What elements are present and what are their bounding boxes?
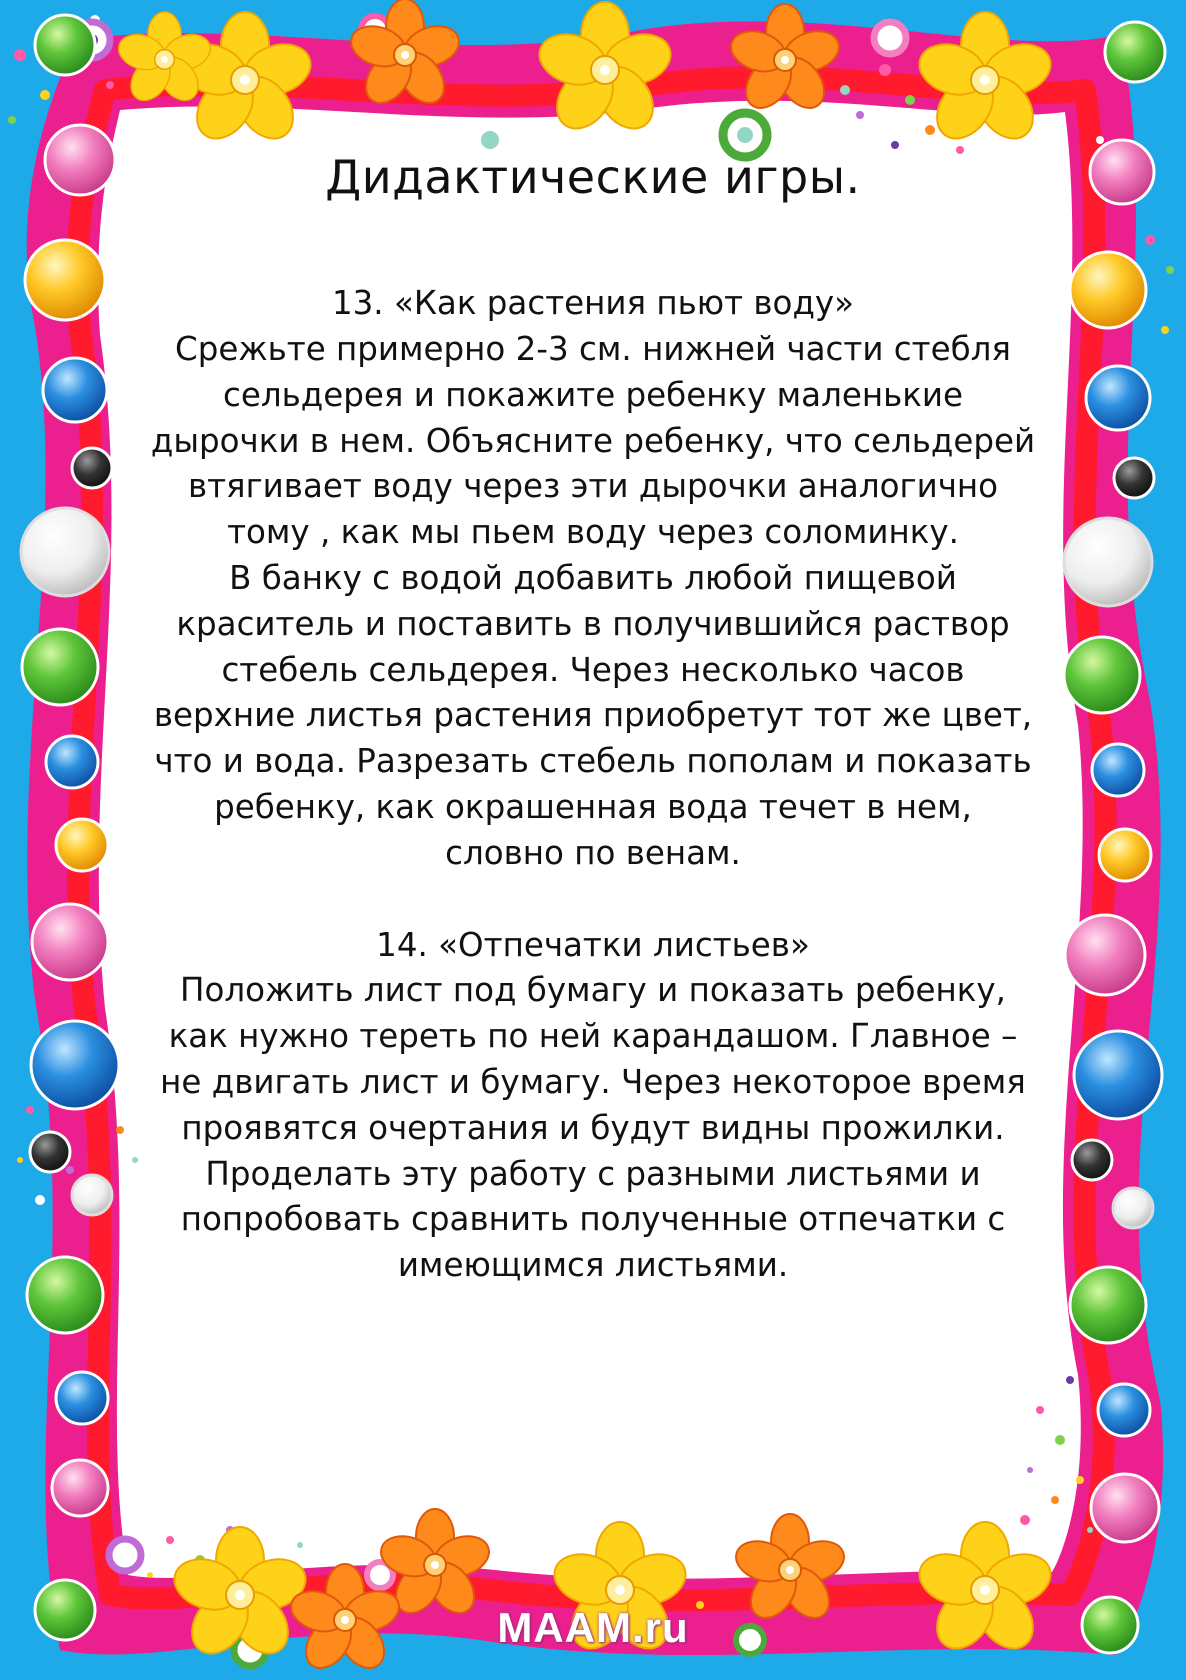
section-heading: 13. «Как растения пьют воду» [331,284,855,323]
section-paragraph: Срежьте примерно 2-3 см. нижней части стебля сельдерея и покажите ребенку маленькие дырочки в нем. Объясните ребенку, что сельдерей втягивает воду через эти дырочки аналогично тому , как мы пьем воду через соломинку. [150,329,1036,552]
content-area [150,150,1036,1289]
section-paragraph: В банку с водой добавить любой пищевой краситель и поставить в получившийся раствор стебель сельдерея. Через несколько часов верхние листья растения приобретут тот же цвет, что и вода. Разрезать стебель пополам и показать ребенку, как окрашенная вода течет в нем, словно по венам. [153,558,1033,872]
game-section-13 [150,281,1036,876]
section-paragraph: Положить лист под бумагу и показать ребенку, как нужно тереть по ней карандашом. Главное – не двигать лист и бумагу. Через некоторое время проявятся очертания и будут видны прожилки. Проделать эту работу с разными листьями и попробовать сравнить полученные отпечатки с имеющимся листьями. [160,971,1026,1285]
game-section-14 [150,923,1036,1289]
page-title: Дидактические игры. [325,150,861,204]
site-watermark: MAAM.ru [497,1604,689,1651]
section-heading: 14. «Отпечатки листьев» [376,925,810,964]
